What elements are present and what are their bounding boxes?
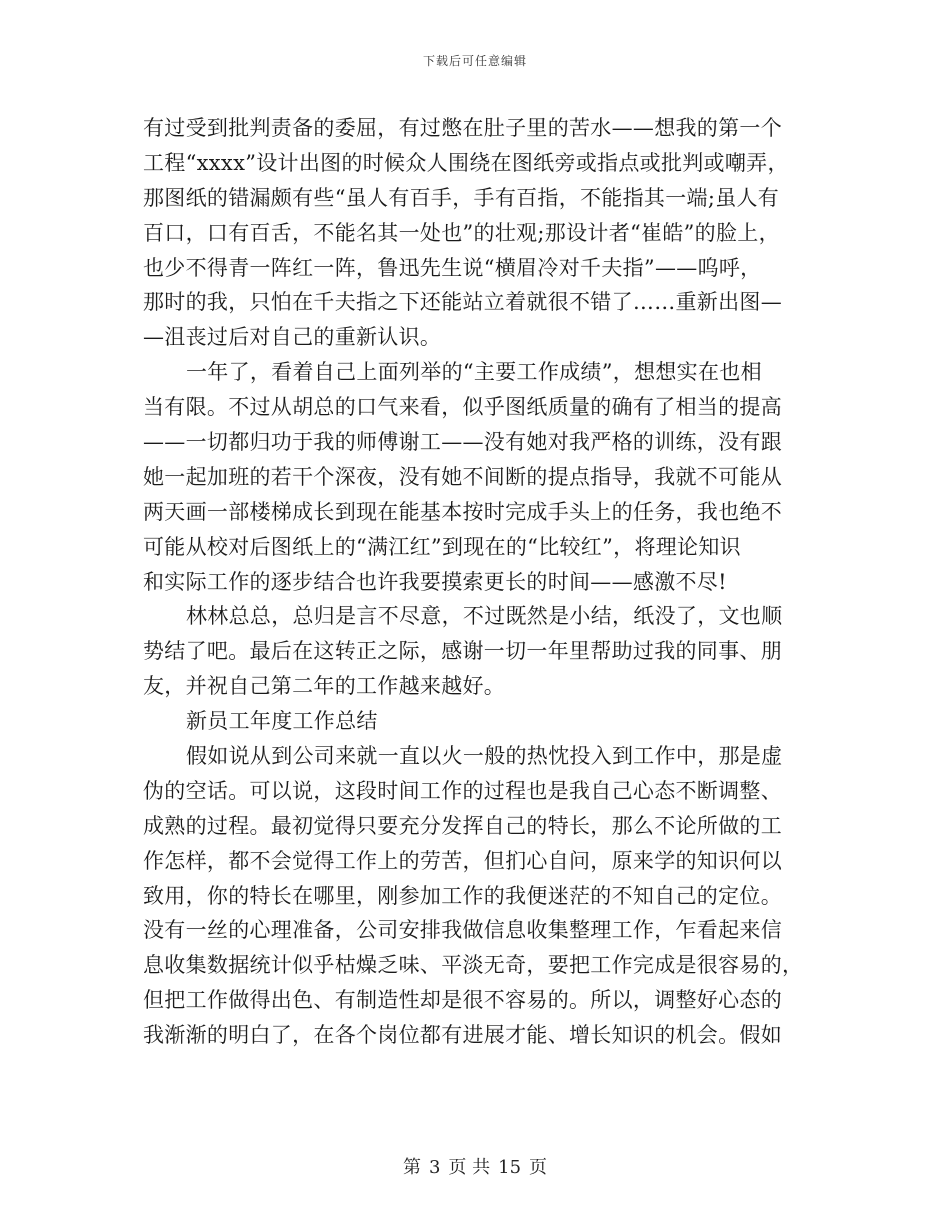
text-line: 作怎样，都不会觉得工作上的劳苦，但扪心自问，原来学的知识何以 bbox=[143, 848, 782, 873]
text-line: 一年了，看着自己上面列举的“主要工作成绩”，想想实在也相 bbox=[186, 360, 762, 385]
footer-total-pages: 15 bbox=[498, 1157, 522, 1178]
text-line: 但把工作做得出色、有制造性却是很不容易的。所以，调整好心态的 bbox=[143, 988, 782, 1013]
text-line: 新员工年度工作总结 bbox=[186, 709, 378, 734]
text-line: 那图纸的错漏颇有些“虽人有百手，手有百指，不能指其一端;虽人有 bbox=[143, 185, 780, 210]
text-line: 我渐渐的明白了，在各个岗位都有进展才能、增长知识的机会。假如 bbox=[143, 1023, 782, 1048]
text-line: 两天画一部楼梯成长到现在能基本按时完成手头上的任务，我也绝不 bbox=[143, 499, 782, 524]
text-line: 势结了吧。最后在这转正之际，感谢一切一年里帮助过我的同事、朋 bbox=[143, 639, 782, 664]
text-line: —沮丧过后对自己的重新认识。 bbox=[143, 325, 442, 350]
text-line: 那时的我，只怕在千夫指之下还能站立着就很不错了……重新出图— bbox=[143, 290, 782, 315]
text-line: 和实际工作的逐步结合也许我要摸索更长的时间——感激不尽! bbox=[143, 569, 727, 594]
footer-prefix: 第 bbox=[402, 1157, 421, 1178]
text-line: 成熟的过程。最初觉得只要充分发挥自己的特长，那么不论所做的工 bbox=[143, 813, 782, 838]
text-line: 工程“xxxx”设计出图的时候众人围绕在图纸旁或指点或批判或嘲弄， bbox=[143, 150, 789, 175]
text-line: ——一切都归功于我的师傅谢工——没有她对我严格的训练，没有跟 bbox=[143, 430, 782, 455]
text-line: 她一起加班的若干个深夜，没有她不间断的提点指导，我就不可能从 bbox=[143, 464, 782, 489]
footer-middle: 页 共 bbox=[448, 1157, 491, 1178]
text-line: 也少不得青一阵红一阵，鲁迅先生说“横眉冷对千夫指”——呜呼， bbox=[143, 255, 762, 280]
footer-suffix: 页 bbox=[529, 1157, 548, 1178]
text-line: 致用，你的特长在哪里，刚参加工作的我便迷茫的不知自己的定位。 bbox=[143, 883, 782, 908]
text-line: 伪的空话。可以说，这段时间工作的过程也是我自己心态不断调整、 bbox=[143, 778, 782, 803]
page-header: 下载后可任意编辑 bbox=[422, 54, 527, 68]
text-line: 当有限。不过从胡总的口气来看，似乎图纸质量的确有了相当的提高 bbox=[143, 395, 782, 420]
text-line: 百口，口有百舌，不能名其一处也”的壮观;那设计者“崔皓”的脸上， bbox=[143, 220, 780, 245]
text-line: 林林总总，总归是言不尽意，不过既然是小结，纸没了，文也顺 bbox=[186, 604, 783, 629]
text-line: 假如说从到公司来就一直以火一般的热忱投入到工作中，那是虚 bbox=[186, 744, 783, 769]
footer-page-number: 3 bbox=[428, 1157, 441, 1178]
text-line: 有过受到批判责备的委屈，有过憋在肚子里的苦水——想我的第一个 bbox=[143, 116, 782, 140]
page-footer bbox=[0, 1153, 950, 1179]
text-line: 友，并祝自己第二年的工作越来越好。 bbox=[143, 674, 506, 699]
document-body bbox=[143, 111, 813, 1053]
text-line: 息收集数据统计似乎枯燥乏味、平淡无奇，要把工作完成是很容易的， bbox=[143, 953, 804, 978]
text-line: 没有一丝的心理准备，公司安排我做信息收集整理工作，乍看起来信 bbox=[143, 918, 782, 943]
text-line: 可能从校对后图纸上的“满江红”到现在的“比较红”，将理论知识 bbox=[143, 534, 741, 559]
